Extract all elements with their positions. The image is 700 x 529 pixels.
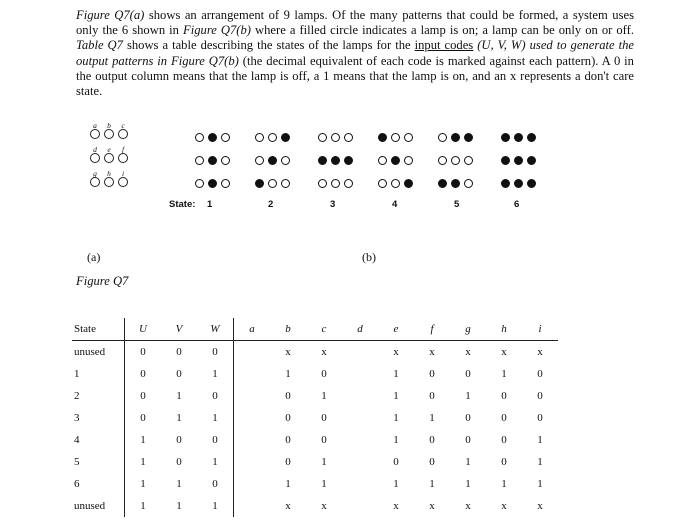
figure-ref: Figure Q7(a) xyxy=(76,8,145,22)
lamp-off-icon xyxy=(195,156,204,165)
table-cell: 0 xyxy=(125,363,162,385)
table-cell: 1 xyxy=(501,478,507,490)
table-cell: 0 xyxy=(321,412,327,424)
state-table xyxy=(72,318,558,517)
lamp-off-icon xyxy=(195,133,204,142)
lamp-on-icon xyxy=(514,179,523,188)
state-pattern xyxy=(255,133,293,197)
table-header: i xyxy=(522,318,558,341)
state-pattern xyxy=(378,133,416,197)
lamp-on-icon xyxy=(527,179,536,188)
table-row xyxy=(72,385,558,407)
lamp-off-icon xyxy=(404,156,413,165)
table-cell: 0 xyxy=(501,412,507,424)
table-cell: 0 xyxy=(537,368,543,380)
table-cell: x xyxy=(321,346,327,358)
lamp-on-icon xyxy=(514,156,523,165)
table-cell xyxy=(234,407,271,429)
table-cell: 1 xyxy=(285,368,291,380)
lamp-position xyxy=(88,122,102,139)
table-header: d xyxy=(342,318,378,341)
lamp-off-icon xyxy=(255,133,264,142)
lamp-on-icon xyxy=(208,179,217,188)
lamp-letter: h xyxy=(107,169,111,178)
table-cell: 0 xyxy=(212,434,218,446)
table-cell: 0 xyxy=(285,456,291,468)
lamp-on-icon xyxy=(208,156,217,165)
lamp-on-icon xyxy=(391,156,400,165)
lamp-ring-icon xyxy=(90,129,100,139)
lamp-on-icon xyxy=(318,156,327,165)
lamp-off-icon xyxy=(281,156,290,165)
table-cell: 1 xyxy=(393,478,399,490)
lamp-ring-icon xyxy=(118,129,128,139)
state-pattern xyxy=(195,133,233,197)
table-cell: 1 xyxy=(212,412,218,424)
lamp-letter: a xyxy=(93,121,97,130)
table-cell: 1 xyxy=(176,412,182,424)
lamp-on-icon xyxy=(268,156,277,165)
lamp-off-icon xyxy=(344,179,353,188)
table-cell: 0 xyxy=(465,368,471,380)
table-cell: 0 xyxy=(393,456,399,468)
lamp-on-icon xyxy=(501,133,510,142)
table-cell: 0 xyxy=(176,346,182,358)
lamp-ring-icon xyxy=(118,153,128,163)
table-cell: 6 xyxy=(74,478,80,490)
table-cell: 1 xyxy=(393,390,399,402)
table-cell xyxy=(234,473,271,495)
table-cell xyxy=(342,385,378,407)
table-cell: 1 xyxy=(393,412,399,424)
table-cell: 0 xyxy=(465,434,471,446)
table-cell: 1 xyxy=(125,473,162,495)
table-cell: 1 xyxy=(465,478,471,490)
table-header: h xyxy=(486,318,522,341)
table-cell: 4 xyxy=(74,434,80,446)
table-cell: 1 xyxy=(465,390,471,402)
table-cell: 0 xyxy=(501,434,507,446)
lamp-on-icon xyxy=(527,156,536,165)
table-cell: 1 xyxy=(393,368,399,380)
lamp-on-icon xyxy=(331,156,340,165)
state-label: State: xyxy=(169,199,196,210)
table-cell: 1 xyxy=(393,434,399,446)
table-cell: 1 xyxy=(321,390,327,402)
table-row xyxy=(72,429,558,451)
state-number: 5 xyxy=(454,199,460,210)
table-cell: 0 xyxy=(537,412,543,424)
table-cell: 0 xyxy=(321,434,327,446)
table-cell: x xyxy=(429,346,435,358)
lamp-ring-icon xyxy=(104,153,114,163)
table-cell xyxy=(342,495,378,517)
lamp-position xyxy=(116,170,130,187)
lamp-position xyxy=(88,170,102,187)
state-number: 6 xyxy=(514,199,520,210)
table-cell xyxy=(234,385,271,407)
lamp-letter: i xyxy=(121,169,125,178)
table-cell xyxy=(234,341,271,364)
lamp-position xyxy=(116,122,130,139)
table-ref: Table Q7 xyxy=(76,38,123,53)
table-cell xyxy=(234,363,271,385)
lamp-off-icon xyxy=(378,179,387,188)
table-cell xyxy=(342,473,378,495)
table-cell: 0 xyxy=(176,456,182,468)
figure-ref: Figure Q7(b) xyxy=(171,53,239,68)
table-cell: 1 xyxy=(429,478,435,490)
table-cell: 1 xyxy=(212,456,218,468)
lamp-position xyxy=(88,146,102,163)
table-cell: 1 xyxy=(537,478,543,490)
lamp-ring-icon xyxy=(104,129,114,139)
table-cell: unused xyxy=(74,500,106,512)
table-cell: x xyxy=(465,346,471,358)
lamp-off-icon xyxy=(255,156,264,165)
lamp-letter: b xyxy=(107,121,111,130)
table-cell: 1 xyxy=(125,451,162,473)
table-cell: x xyxy=(537,346,543,358)
lamp-on-icon xyxy=(281,133,290,142)
lamp-on-icon xyxy=(464,133,473,142)
table-cell: 0 xyxy=(429,456,435,468)
lamp-off-icon xyxy=(438,133,447,142)
problem-paragraph: Figure Q7(a) shows an arrangement of 9 lamps. Of the many patterns that could be formed, a system uses only the 6 shown in Figure Q7(b) where a filled circle indicates a lamp is on; a lamp can be only on or off. Table Q7 shows a table describing the states of the lamps for the input codes (U, V, W) used to generate the output patterns in Figure Q7(b) (the decimal equivalent of each code is marked against each pattern). A 0 in the output column means that the lamp is off, a 1 means that the lamp is on, and an x represents a don't care state. xyxy=(76,8,635,99)
lamp-position xyxy=(116,146,130,163)
table-cell xyxy=(234,451,271,473)
lamp-ring-icon xyxy=(90,153,100,163)
table-cell: 0 xyxy=(212,346,218,358)
table-cell: 1 xyxy=(537,434,543,446)
table-cell: 0 xyxy=(429,390,435,402)
table-cell: 1 xyxy=(465,456,471,468)
table-cell: 0 xyxy=(501,390,507,402)
lamp-position xyxy=(102,170,116,187)
lamp-arrangement-figure xyxy=(88,122,142,194)
table-cell: x xyxy=(537,500,543,512)
state-number: 1 xyxy=(207,199,213,210)
lamp-off-icon xyxy=(391,179,400,188)
table-cell: x xyxy=(501,500,507,512)
table-cell: 0 xyxy=(176,368,182,380)
table-header: State xyxy=(72,318,125,341)
lamp-on-icon xyxy=(451,179,460,188)
table-row xyxy=(72,407,558,429)
table-header: c xyxy=(306,318,342,341)
lamp-on-icon xyxy=(378,133,387,142)
table-row xyxy=(72,363,558,385)
lamp-on-icon xyxy=(404,179,413,188)
table-cell: x xyxy=(285,346,291,358)
lamp-on-icon xyxy=(344,156,353,165)
lamp-off-icon xyxy=(268,133,277,142)
table-cell: 1 xyxy=(74,368,80,380)
table-row xyxy=(72,341,558,364)
lamp-letter: f xyxy=(121,145,125,154)
lamp-off-icon xyxy=(281,179,290,188)
table-cell: 0 xyxy=(501,456,507,468)
lamp-on-icon xyxy=(438,179,447,188)
table-row xyxy=(72,495,558,517)
state-number: 4 xyxy=(392,199,398,210)
lamp-off-icon xyxy=(268,179,277,188)
table-row xyxy=(72,451,558,473)
table-cell: 1 xyxy=(125,495,162,517)
lamp-letter: c xyxy=(121,121,125,130)
lamp-on-icon xyxy=(501,156,510,165)
lamp-off-icon xyxy=(318,133,327,142)
table-cell: 1 xyxy=(321,478,327,490)
table-cell: 1 xyxy=(321,456,327,468)
lamp-off-icon xyxy=(464,156,473,165)
table-cell xyxy=(234,429,271,451)
lamp-off-icon xyxy=(221,133,230,142)
table-cell: 0 xyxy=(285,390,291,402)
table-cell: 0 xyxy=(321,368,327,380)
table-cell: 0 xyxy=(212,390,218,402)
caption-b: (b) xyxy=(362,250,376,264)
table-cell xyxy=(234,495,271,517)
table-cell: 0 xyxy=(285,412,291,424)
table-cell: x xyxy=(501,346,507,358)
lamp-off-icon xyxy=(391,133,400,142)
table-cell: 1 xyxy=(212,368,218,380)
underlined-term: input codes xyxy=(414,38,474,53)
table-cell: 0 xyxy=(212,478,218,490)
caption-a: (a) xyxy=(87,250,101,264)
state-pattern xyxy=(501,133,539,197)
lamp-letter: d xyxy=(93,145,97,154)
table-header: g xyxy=(450,318,486,341)
table-cell: 0 xyxy=(125,341,162,364)
table-cell: x xyxy=(321,500,327,512)
table-cell xyxy=(342,363,378,385)
lamp-off-icon xyxy=(318,179,327,188)
table-cell: 0 xyxy=(125,385,162,407)
table-cell: 1 xyxy=(537,456,543,468)
table-cell: unused xyxy=(74,346,106,358)
lamp-ring-icon xyxy=(90,177,100,187)
state-number: 2 xyxy=(268,199,274,210)
table-cell: 5 xyxy=(74,456,80,468)
table-cell: 0 xyxy=(125,407,162,429)
table-cell: 0 xyxy=(285,434,291,446)
table-header: V xyxy=(161,318,197,341)
lamp-on-icon xyxy=(451,133,460,142)
lamp-off-icon xyxy=(378,156,387,165)
table-cell: 1 xyxy=(176,500,182,512)
lamp-letter: g xyxy=(93,169,97,178)
table-cell: 1 xyxy=(501,368,507,380)
lamp-off-icon xyxy=(451,156,460,165)
table-header: W xyxy=(197,318,234,341)
table-cell: 0 xyxy=(176,434,182,446)
lamp-on-icon xyxy=(255,179,264,188)
table-cell: 3 xyxy=(74,412,80,424)
lamp-off-icon xyxy=(195,179,204,188)
table-cell: 0 xyxy=(429,368,435,380)
table-cell xyxy=(342,407,378,429)
table-cell: 2 xyxy=(74,390,80,402)
table-cell: 1 xyxy=(176,478,182,490)
table-header: U xyxy=(125,318,162,341)
figure-caption: Figure Q7 xyxy=(76,274,129,288)
table-cell: x xyxy=(393,500,399,512)
table-cell xyxy=(342,429,378,451)
table-cell: 0 xyxy=(429,434,435,446)
table-cell: 0 xyxy=(537,390,543,402)
table-cell xyxy=(342,341,378,364)
lamp-off-icon xyxy=(331,179,340,188)
table-cell: 1 xyxy=(125,429,162,451)
state-pattern xyxy=(438,133,476,197)
table-cell xyxy=(342,451,378,473)
lamp-off-icon xyxy=(331,133,340,142)
lamp-on-icon xyxy=(514,133,523,142)
table-cell: 1 xyxy=(176,390,182,402)
table-cell: 1 xyxy=(429,412,435,424)
table-cell: x xyxy=(429,500,435,512)
table-cell: 0 xyxy=(465,412,471,424)
table-header: a xyxy=(234,318,271,341)
figure-ref: Figure Q7(b) xyxy=(183,23,251,38)
lamp-off-icon xyxy=(344,133,353,142)
lamp-ring-icon xyxy=(104,177,114,187)
lamp-off-icon xyxy=(221,179,230,188)
table-cell: 1 xyxy=(212,500,218,512)
table-cell: 1 xyxy=(285,478,291,490)
lamp-off-icon xyxy=(221,156,230,165)
lamp-off-icon xyxy=(438,156,447,165)
lamp-position xyxy=(102,146,116,163)
table-row xyxy=(72,473,558,495)
lamp-letter: e xyxy=(107,145,111,154)
table-cell: x xyxy=(465,500,471,512)
table-cell: x xyxy=(285,500,291,512)
lamp-on-icon xyxy=(501,179,510,188)
lamp-position xyxy=(102,122,116,139)
lamp-ring-icon xyxy=(118,177,128,187)
lamp-off-icon xyxy=(464,179,473,188)
table-header: f xyxy=(414,318,450,341)
state-pattern xyxy=(318,133,356,197)
table-header: b xyxy=(270,318,306,341)
lamp-on-icon xyxy=(527,133,536,142)
lamp-off-icon xyxy=(404,133,413,142)
table-header: e xyxy=(378,318,414,341)
table-cell: x xyxy=(393,346,399,358)
state-number: 3 xyxy=(330,199,336,210)
lamp-on-icon xyxy=(208,133,217,142)
